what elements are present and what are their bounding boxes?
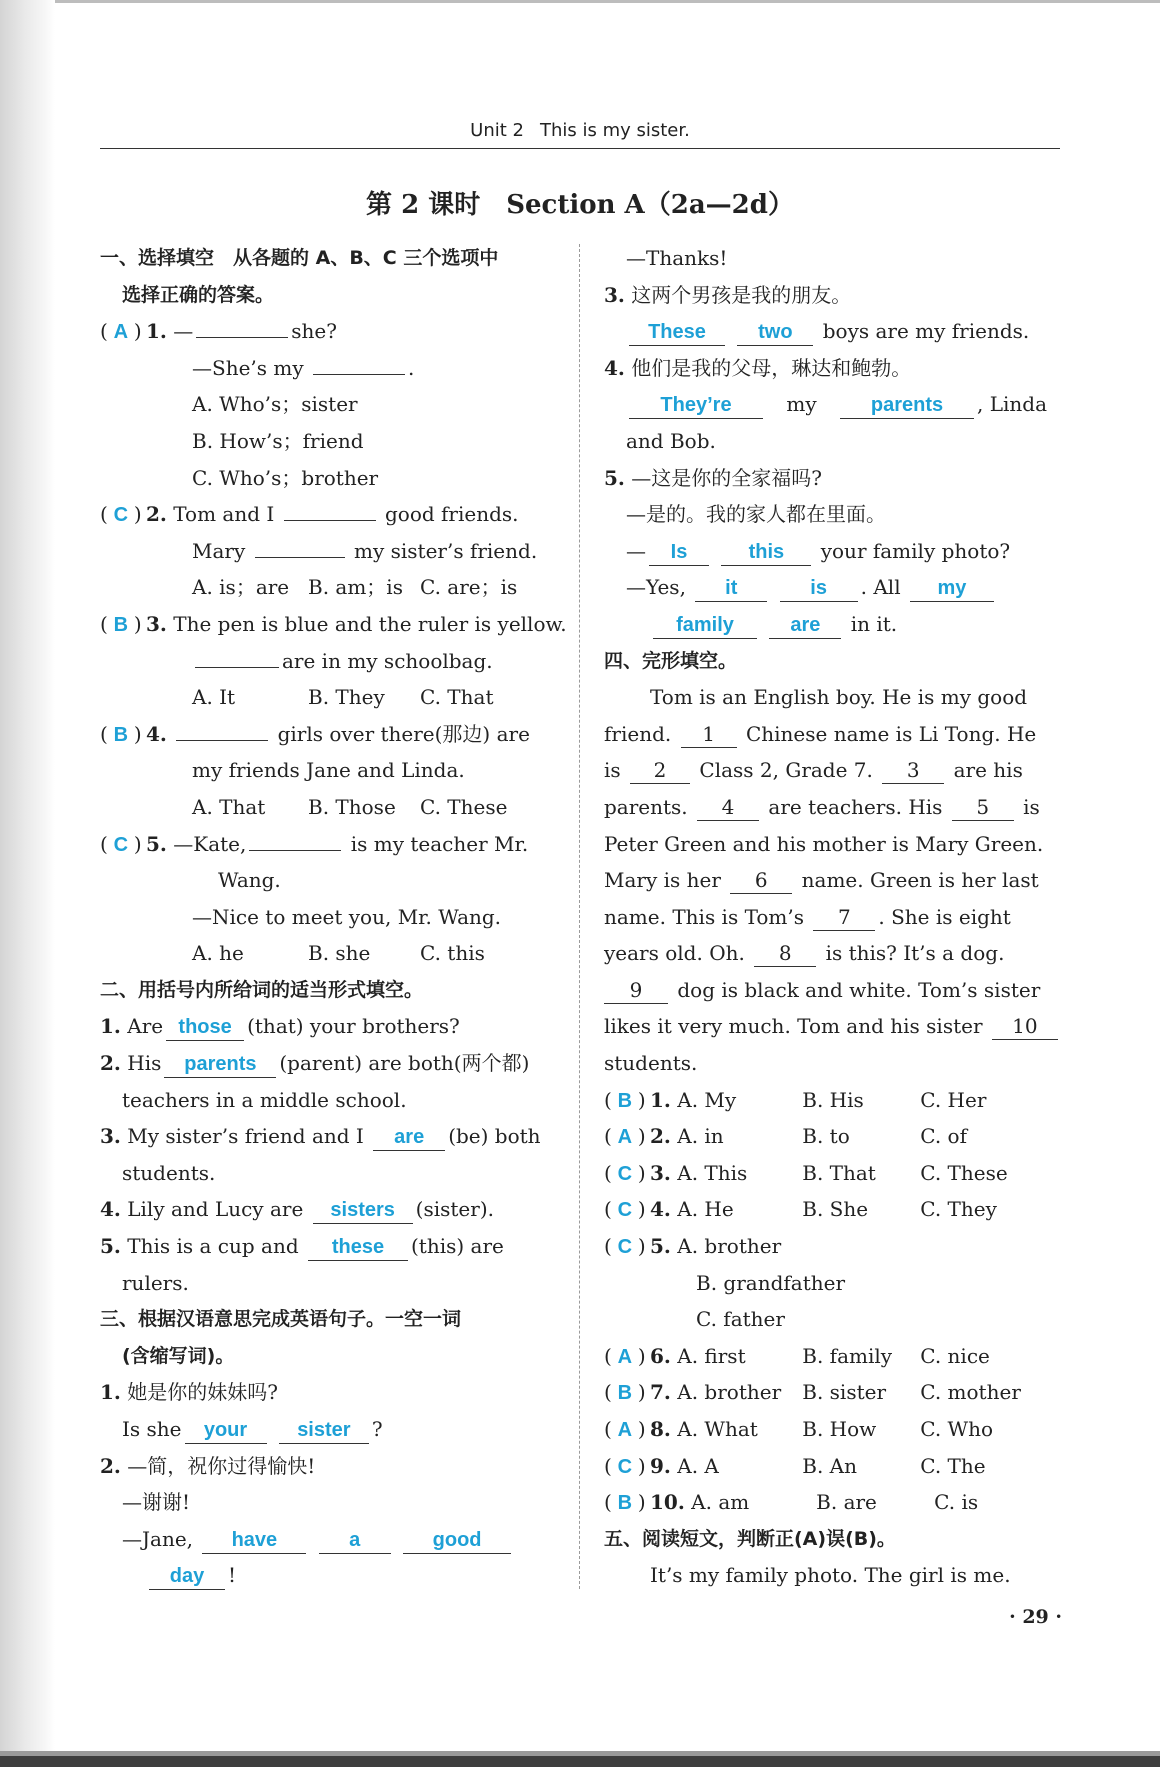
answer-blank: are (769, 612, 841, 639)
running-header (100, 120, 1060, 141)
passage-line: name. This is Tom’s 7 . She is eight (604, 904, 1011, 929)
translate-question-4-answer: They’re my parents , Linda (604, 386, 1060, 423)
blank (249, 850, 341, 851)
blank (255, 557, 345, 558)
part3-heading-cont: (含缩写词)。 (122, 1344, 235, 1367)
option-a: A. Who’s；sister (192, 392, 358, 417)
page-title: 第 2 课时 Section A（2a—2d） (366, 190, 794, 220)
answer-letter: A (617, 1126, 633, 1149)
page-top-edge (0, 0, 1160, 3)
answer-blank: sisters (313, 1197, 413, 1224)
cloze-answer-row: ( C ) 3. A. This B. That C. These (604, 1155, 1060, 1192)
passage-line: friend. 1 Chinese name is Li Tong. He (604, 721, 1037, 746)
translate-question-5-answer-2: —Yes, it is . All my (604, 569, 1060, 606)
passage-line: Mary is her 6 name. Green is her last (604, 868, 1039, 893)
blank (176, 740, 268, 741)
translate-question-4-line2: and Bob. (626, 428, 716, 453)
cloze-answer-row: ( C ) 5. A. brother (604, 1228, 1060, 1265)
translate-question-5: 5. —这是你的全家福吗? (604, 465, 822, 490)
reading-passage-line: It’s my family photo. The girl is me. (650, 1563, 1011, 1588)
cloze-answer-row: ( C ) 4. A. He B. She C. They (604, 1191, 1060, 1228)
answer-blank: sister (279, 1417, 369, 1444)
mc-question-4: ( B ) 4. girls over there(那边) are (100, 716, 556, 753)
option-c: C. Who’s；brother (192, 465, 379, 490)
cloze-blank: 9 (604, 977, 668, 1004)
translate-question-5-answer: — Is this your family photo? (604, 533, 1060, 570)
fill-question-4: 4. Lily and Lucy are sisters (sister). (100, 1191, 556, 1228)
part1-heading: 一、选择填空 从各题的 A、B、C 三个选项中 (100, 247, 499, 269)
answer-blank: is (780, 575, 858, 602)
part4-heading: 四、完形填空。 (604, 649, 738, 672)
mc-question-5: ( C ) 5. —Kate, is my teacher Mr. (100, 826, 556, 863)
passage-line: likes it very much. Tom and his sister 10 (604, 1008, 1060, 1045)
answer-letter: C (617, 1199, 633, 1222)
unit-title: This is my sister. (539, 120, 690, 141)
answer-letter: A (113, 321, 129, 344)
answer-letter: C (113, 833, 129, 856)
passage-line: Tom is an English boy. He is my good (650, 685, 1028, 710)
answer-blank: it (695, 575, 767, 602)
answer-letter: C (113, 504, 129, 527)
fill-question-1: 1. Are those (that) your brothers? (100, 1008, 556, 1045)
answer-letter: C (617, 1455, 633, 1478)
answer-letter: B (113, 723, 129, 746)
blank (313, 374, 405, 375)
left-column (100, 240, 567, 1594)
cloze-answer-row: ( A ) 6. A. first B. family C. nice (604, 1338, 1060, 1375)
translate-question-4: 4. 他们是我的父母，琳达和鲍勃。 (604, 355, 912, 380)
translate-question-2-cn2: —谢谢! (122, 1490, 191, 1515)
answer-blank: are (373, 1124, 445, 1151)
cloze-blank: 6 (730, 867, 792, 894)
fill-question-3-line2: students. (122, 1160, 216, 1185)
mc-question-1-line2: —She’s my . (192, 355, 415, 380)
answer-blank: a (319, 1527, 391, 1554)
cloze-blank: 2 (630, 757, 690, 784)
cloze-blank: 7 (813, 904, 875, 931)
cloze-blank: 3 (882, 757, 944, 784)
answer-letter: B (113, 613, 129, 636)
cloze-blank: 10 (992, 1013, 1058, 1040)
mc-question-5-options: A. he B. she C. this (192, 941, 485, 966)
cloze-answer-row: ( A ) 2. A. in B. to C. of (604, 1118, 1060, 1155)
translate-question-2-thanks: —Thanks! (626, 246, 728, 270)
fill-question-2: 2. His parents (parent) are both(两个都) (100, 1045, 556, 1082)
part5-heading: 五、阅读短文，判断正(A)误(B)。 (604, 1527, 896, 1550)
mc-question-2-line2: Mary my sister’s friend. (192, 538, 538, 563)
passage-line: students. (604, 1051, 698, 1076)
translate-question-5-answer-3: family are in it. (604, 606, 1060, 643)
column-divider (579, 244, 580, 1589)
mc-question-3: ( B ) 3. The pen is blue and the ruler is yellow. (100, 606, 556, 643)
mc-question-4-options: A. That B. Those C. These (192, 794, 508, 819)
answer-blank: These (629, 319, 725, 346)
translate-question-2-answer: —Jane, have a good (100, 1521, 556, 1558)
answer-blank: two (737, 319, 813, 346)
page-number: · 29 · (1009, 1606, 1062, 1628)
fill-question-5-line2: rulers. (122, 1270, 189, 1295)
answer-blank: this (721, 539, 811, 566)
fill-question-3: 3. My sister’s friend and I are (be) both (100, 1118, 556, 1155)
blank (284, 520, 376, 521)
part2-heading: 二、用括号内所给词的适当形式填空。 (100, 978, 424, 1001)
answer-blank: my (910, 575, 994, 602)
passage-line: Peter Green and his mother is Mary Green. (604, 831, 1044, 856)
answer-blank: those (166, 1014, 244, 1041)
answer-letter: A (617, 1419, 633, 1441)
mc-question-3-options: A. It B. They C. That (192, 685, 494, 710)
translate-question-2-answer-cont: day ! (100, 1557, 556, 1594)
answer-letter: B (617, 1382, 633, 1405)
page-gutter-shadow (0, 0, 55, 1767)
answer-letter: A (617, 1345, 633, 1368)
answer-blank: your (185, 1417, 267, 1444)
passage-line: parents. 4 are teachers. His 5 is (604, 794, 1040, 819)
part1-heading-cont: 选择正确的答案。 (122, 283, 275, 306)
cloze-answer-row: ( C ) 9. A. A B. An C. The (604, 1448, 1060, 1485)
cloze-blank: 5 (952, 794, 1014, 821)
mc-question-2-options: A. is；are B. am；is C. are；is (192, 575, 518, 600)
answer-letter: C (617, 1162, 633, 1185)
answer-blank: day (149, 1563, 225, 1590)
cloze-answer-row: ( A ) 8. A. What B. How C. Who (604, 1411, 1060, 1448)
answer-blank: have (202, 1527, 306, 1554)
cloze-answer-row: ( B ) 1. A. My B. His C. Her (604, 1082, 1060, 1119)
cloze-blank: 1 (681, 721, 737, 748)
translate-question-1-answer: Is she your sister ? (100, 1411, 556, 1448)
answer-blank: good (403, 1527, 511, 1554)
cloze-blank: 8 (754, 940, 816, 967)
cloze-blank: 4 (697, 794, 759, 821)
mc-question-4-line2: my friends Jane and Linda. (192, 758, 465, 783)
fill-question-2-line2: teachers in a middle school. (122, 1087, 407, 1112)
cloze-answer-option: B. grandfather (696, 1270, 846, 1295)
mc-question-2: ( C ) 2. Tom and I good friends. (100, 496, 556, 533)
translate-question-5-cn2: —是的。我的家人都在里面。 (626, 502, 886, 527)
answer-blank: family (653, 612, 757, 639)
mc-question-5-line2: Wang. (218, 868, 281, 893)
right-column (604, 240, 1060, 1594)
option-b: B. How’s；friend (192, 428, 364, 453)
translate-question-2: 2. —简，祝你过得愉快! (100, 1453, 316, 1478)
translate-question-3-answer: These two boys are my friends. (604, 313, 1060, 350)
mc-question-1: ( A ) 1. — she? (100, 313, 556, 350)
cloze-answer-row: ( B ) 10. A. am B. are C. is (604, 1484, 1060, 1521)
blank (196, 337, 288, 338)
translate-question-3: 3. 这两个男孩是我的朋友。 (604, 282, 852, 307)
passage-line: years old. Oh. 8 is this? It’s a dog. (604, 941, 1005, 966)
bottom-edge (0, 1756, 1160, 1767)
passage-line: 9 dog is black and white. Tom’s sister (604, 972, 1060, 1009)
fill-question-5: 5. This is a cup and these (this) are (100, 1228, 556, 1265)
mc-question-5-line3: —Nice to meet you, Mr. Wang. (192, 904, 502, 929)
answer-letter: B (617, 1492, 633, 1515)
part3-heading: 三、根据汉语意思完成英语句子。一空一词 (100, 1308, 462, 1331)
answer-letter: B (617, 1089, 633, 1112)
passage-line: is 2 Class 2, Grade 7. 3 are his (604, 758, 1023, 783)
unit-label: Unit 2 (470, 120, 524, 141)
answer-blank: these (308, 1234, 408, 1261)
translate-question-1: 1. 她是你的妹妹吗? (100, 1380, 278, 1405)
blank (195, 667, 279, 668)
cloze-answer-option: C. father (696, 1307, 785, 1332)
answer-blank: Is (649, 539, 709, 566)
mc-question-3-line2: are in my schoolbag. (100, 643, 556, 680)
answer-letter: C (617, 1236, 633, 1259)
cloze-answer-row: ( B ) 7. A. brother B. sister C. mother (604, 1374, 1060, 1411)
answer-blank: They’re (629, 392, 763, 419)
answer-blank: parents (164, 1051, 276, 1078)
header-rule (100, 148, 1060, 149)
answer-blank: parents (840, 392, 974, 419)
